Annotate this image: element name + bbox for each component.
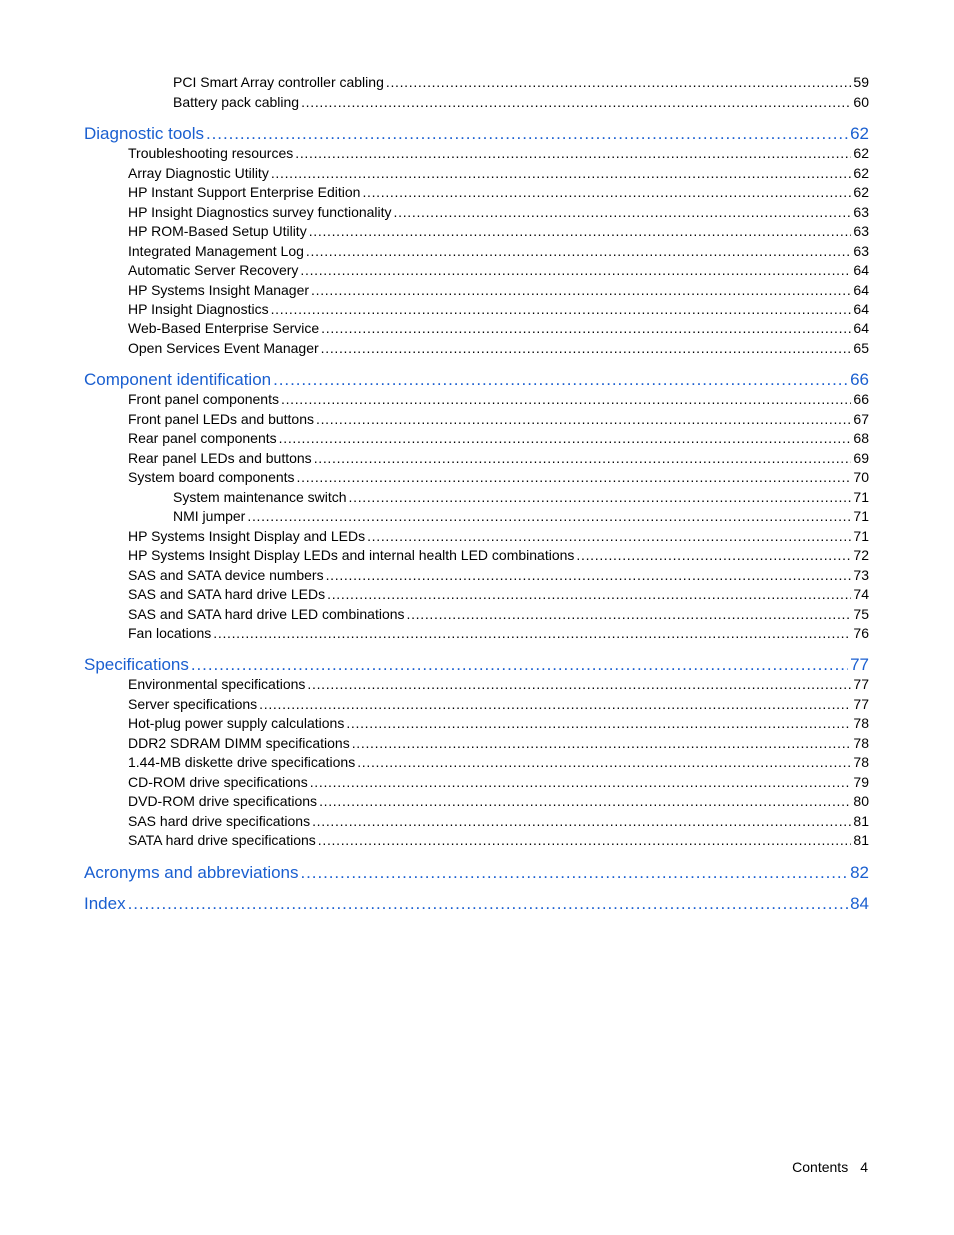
toc-section-link[interactable] bbox=[128, 391, 869, 410]
toc-section-link[interactable] bbox=[173, 74, 869, 93]
toc-entry-page-number: 64 bbox=[853, 262, 869, 278]
toc-entry-page-number: 77 bbox=[853, 676, 869, 692]
dot-leader bbox=[352, 735, 852, 751]
toc-entry-title: SAS and SATA device numbers bbox=[128, 567, 324, 583]
toc-entry-page-number: 66 bbox=[853, 391, 869, 407]
toc-section-link[interactable] bbox=[128, 528, 869, 547]
toc-entry-page-number: 76 bbox=[853, 625, 869, 641]
toc-entry-title: Acronyms and abbreviations bbox=[84, 863, 299, 882]
toc-section-link[interactable] bbox=[128, 676, 869, 695]
toc-entry-page-number: 64 bbox=[853, 282, 869, 298]
dot-leader bbox=[271, 165, 852, 181]
toc-section-link[interactable] bbox=[128, 567, 869, 586]
dot-leader bbox=[247, 508, 851, 524]
footer-page-number: 4 bbox=[860, 1159, 868, 1175]
dot-leader bbox=[273, 370, 848, 390]
toc-entry-page-number: 78 bbox=[853, 754, 869, 770]
toc-section-link[interactable] bbox=[173, 94, 869, 113]
toc-entry-page-number: 75 bbox=[853, 606, 869, 622]
toc-section-link[interactable] bbox=[128, 184, 869, 203]
toc-entry-page-number: 77 bbox=[853, 696, 869, 712]
toc-entry-title: Component identification bbox=[84, 370, 272, 389]
toc-entry-title: Environmental specifications bbox=[128, 676, 306, 692]
toc-section-link[interactable] bbox=[128, 320, 869, 339]
toc-section-link[interactable] bbox=[128, 262, 869, 281]
toc-section-link[interactable] bbox=[128, 223, 869, 242]
toc-section-link[interactable] bbox=[173, 508, 869, 527]
toc-section-link[interactable] bbox=[128, 625, 869, 644]
toc-entry-title: SAS and SATA hard drive LEDs bbox=[128, 586, 326, 602]
toc-section-link[interactable] bbox=[128, 754, 869, 773]
toc-entry-title: CD-ROM drive specifications bbox=[128, 774, 308, 790]
toc-entry-title: Hot-plug power supply calculations bbox=[128, 715, 345, 731]
toc-entry-page-number: 84 bbox=[850, 894, 869, 913]
toc-entry-page-number: 63 bbox=[853, 243, 869, 259]
toc-entry-page-number: 78 bbox=[853, 715, 869, 731]
dot-leader bbox=[300, 262, 851, 278]
toc-entry-title: Specifications bbox=[84, 655, 189, 674]
dot-leader bbox=[213, 625, 851, 641]
toc-entry-title: System maintenance switch bbox=[173, 489, 347, 505]
dot-leader bbox=[271, 301, 852, 317]
toc-entry-page-number: 72 bbox=[853, 547, 869, 563]
toc-section-link[interactable] bbox=[128, 145, 869, 164]
toc-entry-page-number: 65 bbox=[853, 340, 869, 356]
toc-entry-title: Front panel LEDs and buttons bbox=[128, 411, 315, 427]
toc-entry-page-number: 62 bbox=[850, 124, 869, 143]
footer-section-label: Contents bbox=[792, 1159, 849, 1175]
toc-entry-page-number: 71 bbox=[853, 489, 869, 505]
toc-entry-page-number: 81 bbox=[853, 832, 869, 848]
dot-leader bbox=[321, 320, 851, 336]
toc-section-link[interactable] bbox=[128, 340, 869, 359]
toc-entry-title: HP Systems Insight Display LEDs and internal health LED combinations bbox=[128, 547, 575, 563]
toc-chapter-link[interactable] bbox=[84, 863, 869, 885]
toc-section-link[interactable] bbox=[128, 793, 869, 812]
dot-leader bbox=[327, 586, 851, 602]
toc-section-link[interactable] bbox=[128, 774, 869, 793]
toc-entry-page-number: 62 bbox=[853, 165, 869, 181]
toc-entry-page-number: 81 bbox=[853, 813, 869, 829]
page-footer bbox=[792, 1159, 868, 1175]
toc-entry-page-number: 80 bbox=[853, 793, 869, 809]
toc-section-link[interactable] bbox=[128, 243, 869, 262]
toc-section-link[interactable] bbox=[128, 411, 869, 430]
toc-entry-title: SATA hard drive specifications bbox=[128, 832, 316, 848]
toc-entry-page-number: 78 bbox=[853, 735, 869, 751]
toc-entry-title: Diagnostic tools bbox=[84, 124, 205, 143]
dot-leader bbox=[259, 696, 851, 712]
toc-entry-title: 1.44-MB diskette drive specifications bbox=[128, 754, 356, 770]
toc-entry-title: HP ROM-Based Setup Utility bbox=[128, 223, 307, 239]
toc-entry-page-number: 71 bbox=[853, 528, 869, 544]
toc-section-link[interactable] bbox=[128, 450, 869, 469]
toc-section-link[interactable] bbox=[128, 282, 869, 301]
toc-chapter-link[interactable] bbox=[84, 655, 869, 677]
dot-leader bbox=[206, 124, 848, 144]
toc-entry-title: HP Systems Insight Display and LEDs bbox=[128, 528, 366, 544]
toc-entry-page-number: 79 bbox=[853, 774, 869, 790]
toc-entry-title: Troubleshooting resources bbox=[128, 145, 294, 161]
toc-entry-title: PCI Smart Array controller cabling bbox=[173, 74, 384, 90]
dot-leader bbox=[297, 469, 852, 485]
toc-section-link[interactable] bbox=[128, 547, 869, 566]
toc-section-link[interactable] bbox=[128, 715, 869, 734]
dot-leader bbox=[279, 430, 852, 446]
toc-entry-page-number: 69 bbox=[853, 450, 869, 466]
toc-entry-title: Front panel components bbox=[128, 391, 279, 407]
toc-entry-page-number: 70 bbox=[853, 469, 869, 485]
toc-section-link[interactable] bbox=[128, 606, 869, 625]
toc-section-link[interactable] bbox=[128, 586, 869, 605]
toc-entry-title: SAS hard drive specifications bbox=[128, 813, 311, 829]
dot-leader bbox=[321, 340, 852, 356]
dot-leader bbox=[191, 655, 848, 675]
toc-entry-title: Index bbox=[84, 894, 126, 913]
toc-section-link[interactable] bbox=[128, 165, 869, 184]
toc-chapter-link[interactable] bbox=[84, 370, 869, 392]
toc-entry-page-number: 62 bbox=[853, 145, 869, 161]
toc-entry-title: Integrated Management Log bbox=[128, 243, 304, 259]
toc-section-link[interactable] bbox=[128, 469, 869, 488]
dot-leader bbox=[367, 528, 851, 544]
toc-chapter-link[interactable] bbox=[84, 894, 869, 916]
dot-leader bbox=[386, 74, 852, 90]
toc-entry-page-number: 64 bbox=[853, 301, 869, 317]
toc-entry-title: Fan locations bbox=[128, 625, 212, 641]
toc-entry-title: Rear panel components bbox=[128, 430, 277, 446]
toc-entry-page-number: 67 bbox=[853, 411, 869, 427]
dot-leader bbox=[309, 223, 852, 239]
toc-entry-page-number: 62 bbox=[853, 184, 869, 200]
toc-entry-title: NMI jumper bbox=[173, 508, 246, 524]
dot-leader bbox=[312, 813, 851, 829]
toc-entry-title: HP Systems Insight Manager bbox=[128, 282, 310, 298]
toc-entry-title: Array Diagnostic Utility bbox=[128, 165, 269, 181]
dot-leader bbox=[281, 391, 851, 407]
toc-section-link[interactable] bbox=[128, 832, 869, 851]
toc-entry-page-number: 64 bbox=[853, 320, 869, 336]
dot-leader bbox=[301, 94, 851, 110]
toc-entry-page-number: 66 bbox=[850, 370, 869, 389]
dot-leader bbox=[326, 567, 852, 583]
toc-entry-page-number: 77 bbox=[850, 655, 869, 674]
toc-entry-title: DVD-ROM drive specifications bbox=[128, 793, 318, 809]
toc-entry-title: Web-Based Enterprise Service bbox=[128, 320, 320, 336]
toc-entry-title: Rear panel LEDs and buttons bbox=[128, 450, 312, 466]
dot-leader bbox=[357, 754, 851, 770]
dot-leader bbox=[316, 411, 851, 427]
dot-leader bbox=[301, 863, 849, 883]
toc-section-link[interactable] bbox=[128, 813, 869, 832]
toc-entry-title: SAS and SATA hard drive LED combinations bbox=[128, 606, 405, 622]
dot-leader bbox=[349, 489, 852, 505]
toc-entry-title: Open Services Event Manager bbox=[128, 340, 319, 356]
toc-section-link[interactable] bbox=[173, 489, 869, 508]
toc-section-link[interactable] bbox=[128, 696, 869, 715]
toc-chapter-link[interactable] bbox=[84, 124, 869, 146]
toc-entry-page-number: 74 bbox=[853, 586, 869, 602]
toc-entry-page-number: 63 bbox=[853, 204, 869, 220]
dot-leader bbox=[362, 184, 851, 200]
dot-leader bbox=[307, 676, 851, 692]
dot-leader bbox=[128, 894, 848, 914]
toc-section-link[interactable] bbox=[128, 301, 869, 320]
dot-leader bbox=[407, 606, 852, 622]
toc-entry-title: System board components bbox=[128, 469, 295, 485]
dot-leader bbox=[311, 282, 851, 298]
toc-entry-title: Server specifications bbox=[128, 696, 258, 712]
dot-leader bbox=[394, 204, 852, 220]
toc-entry-page-number: 82 bbox=[850, 863, 869, 882]
toc-entry-title: Battery pack cabling bbox=[173, 94, 300, 110]
toc-entry-page-number: 73 bbox=[853, 567, 869, 583]
toc-entry-title: HP Insight Diagnostics bbox=[128, 301, 269, 317]
toc-entry-title: Automatic Server Recovery bbox=[128, 262, 299, 278]
dot-leader bbox=[318, 832, 852, 848]
toc-entry-page-number: 59 bbox=[853, 74, 869, 90]
toc-entry-page-number: 60 bbox=[853, 94, 869, 110]
toc-section-link[interactable] bbox=[128, 204, 869, 223]
toc-entry-page-number: 71 bbox=[853, 508, 869, 524]
dot-leader bbox=[319, 793, 851, 809]
dot-leader bbox=[314, 450, 852, 466]
dot-leader bbox=[576, 547, 851, 563]
toc-entry-page-number: 68 bbox=[853, 430, 869, 446]
toc-section-link[interactable] bbox=[128, 735, 869, 754]
dot-leader bbox=[346, 715, 851, 731]
toc-section-link[interactable] bbox=[128, 430, 869, 449]
dot-leader bbox=[306, 243, 852, 259]
dot-leader bbox=[310, 774, 852, 790]
toc-entry-title: HP Insight Diagnostics survey functionality bbox=[128, 204, 392, 220]
dot-leader bbox=[295, 145, 851, 161]
toc-entry-title: DDR2 SDRAM DIMM specifications bbox=[128, 735, 350, 751]
toc-entry-page-number: 63 bbox=[853, 223, 869, 239]
toc-entry-title: HP Instant Support Enterprise Edition bbox=[128, 184, 361, 200]
